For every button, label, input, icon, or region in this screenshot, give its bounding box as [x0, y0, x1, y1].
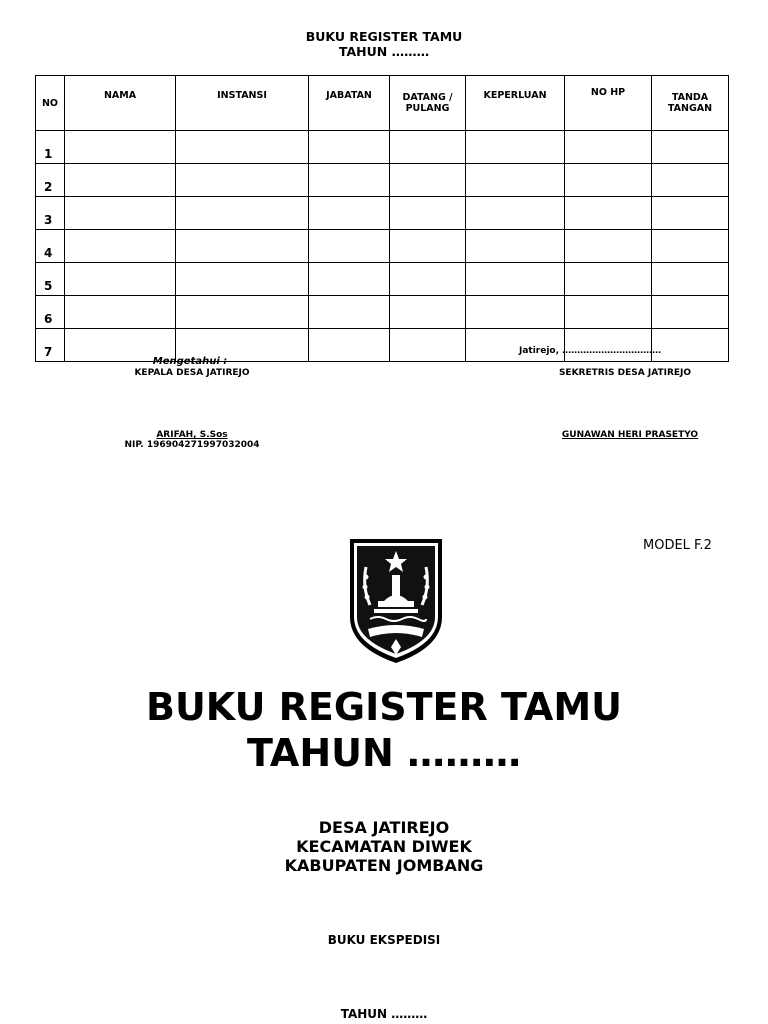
table-cell — [652, 164, 729, 197]
table-cell — [466, 296, 565, 329]
column-header-jabatan: JABATAN — [309, 76, 390, 131]
table-cell — [176, 197, 309, 230]
row-number: 6 — [36, 296, 65, 329]
table-cell — [176, 296, 309, 329]
column-header-datang-pulang: DATANG / PULANG — [390, 76, 466, 131]
table-cell — [390, 329, 466, 362]
table-cell — [652, 263, 729, 296]
table-cell — [390, 131, 466, 164]
table-cell — [176, 263, 309, 296]
table-cell — [176, 230, 309, 263]
kepala-desa-title: KEPALA DESA JATIREJO — [134, 368, 250, 378]
row-number: 4 — [36, 230, 65, 263]
row-number: 7 — [36, 329, 65, 362]
jombang-regency-emblem-icon — [348, 537, 444, 665]
column-header-no-hp: NO HP — [565, 76, 652, 131]
column-header-no: NO — [36, 76, 65, 131]
table-cell — [309, 263, 390, 296]
register-title-line1: BUKU REGISTER TAMU — [305, 29, 463, 44]
table-cell — [65, 296, 176, 329]
table-cell — [565, 263, 652, 296]
table-cell — [309, 296, 390, 329]
table-cell — [309, 131, 390, 164]
row-number: 5 — [36, 263, 65, 296]
table-cell — [176, 131, 309, 164]
table-cell — [565, 131, 652, 164]
table-body — [36, 131, 729, 362]
table-cell — [390, 230, 466, 263]
table-cell — [390, 263, 466, 296]
column-header-keperluan: KEPERLUAN — [466, 76, 565, 131]
table-cell — [309, 197, 390, 230]
kepala-desa-name: ARIFAH, S.Sos — [156, 430, 228, 440]
table-cell — [390, 164, 466, 197]
table-header-row — [36, 76, 729, 131]
table-cell — [565, 164, 652, 197]
table-row — [36, 131, 729, 164]
cover-kecamatan: KECAMATAN DIWEK — [296, 837, 472, 856]
place-date-line: Jatirejo, …………………………… — [519, 346, 662, 356]
mengetahui-label: Mengetahui : — [152, 356, 228, 367]
table-cell — [65, 263, 176, 296]
table-cell — [390, 197, 466, 230]
table-cell — [309, 329, 390, 362]
table-cell — [65, 131, 176, 164]
cover-title — [0, 684, 768, 776]
table-cell — [65, 230, 176, 263]
table-row — [36, 263, 729, 296]
table-cell — [565, 197, 652, 230]
register-title — [0, 29, 768, 59]
table-cell — [652, 230, 729, 263]
table-row — [36, 296, 729, 329]
table-row — [36, 164, 729, 197]
table-cell — [309, 164, 390, 197]
row-number: 1 — [36, 131, 65, 164]
model-code: MODEL F.2 — [643, 538, 712, 553]
table-row — [36, 197, 729, 230]
table-cell — [309, 230, 390, 263]
row-number: 3 — [36, 197, 65, 230]
sekretaris-desa-title: SEKRETRIS DESA JATIREJO — [558, 368, 692, 378]
cover-desa: DESA JATIREJO — [318, 818, 450, 837]
cover-title-line1: BUKU REGISTER TAMU — [145, 685, 623, 729]
table-cell — [466, 230, 565, 263]
table-cell — [65, 197, 176, 230]
kepala-desa-nip: NIP. 196904271997032004 — [124, 440, 260, 450]
table-cell — [652, 296, 729, 329]
table-cell — [466, 164, 565, 197]
cover-ekspedisi: BUKU EKSPEDISI — [327, 933, 441, 947]
register-title-line2: TAHUN ……… — [338, 44, 430, 59]
table-cell — [176, 164, 309, 197]
table-cell — [466, 263, 565, 296]
row-number: 2 — [36, 164, 65, 197]
table-cell — [565, 230, 652, 263]
column-header-instansi: INSTANSI — [176, 76, 309, 131]
sekretaris-desa-name: GUNAWAN HERI PRASETYO — [561, 430, 699, 440]
table-cell — [466, 197, 565, 230]
table-cell — [652, 131, 729, 164]
table-cell — [565, 296, 652, 329]
cover-location — [0, 818, 768, 875]
table-cell — [65, 164, 176, 197]
cover-tahun: TAHUN ……… — [340, 1007, 428, 1021]
cover-title-line2: TAHUN ……… — [246, 731, 522, 775]
cover-kabupaten: KABUPATEN JOMBANG — [284, 856, 484, 875]
table-cell — [652, 197, 729, 230]
table-cell — [466, 131, 565, 164]
table-cell — [390, 296, 466, 329]
table-row — [36, 230, 729, 263]
guest-register-table — [35, 75, 729, 362]
column-header-tanda-tangan: TANDA TANGAN — [652, 76, 729, 131]
column-header-nama: NAMA — [65, 76, 176, 131]
table-cell — [652, 329, 729, 362]
